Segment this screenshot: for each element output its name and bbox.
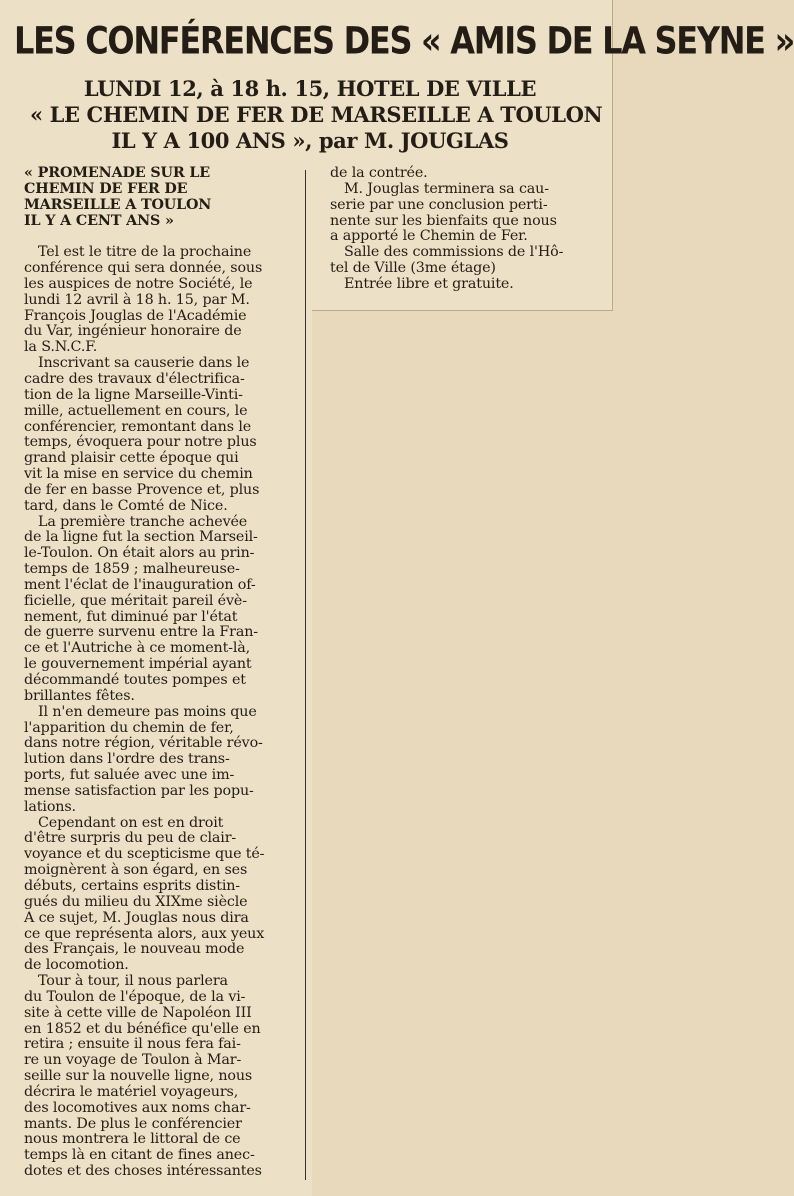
box-heading-line: CHEMIN DE FER DE — [24, 180, 188, 197]
article-line: du Var, ingénieur honoraire de — [24, 323, 242, 340]
article-line: de fer en basse Provence et, plus — [24, 481, 260, 498]
article-line: les auspices de notre Société, le — [24, 275, 253, 292]
article-line: Tour à tour, il nous parlera — [38, 973, 228, 990]
article-line: retira ; ensuite il nous fera fai- — [24, 1036, 241, 1053]
article-line: temps là en citant de fines anec- — [24, 1147, 255, 1164]
article-line: serie par une conclusion perti- — [330, 196, 548, 213]
article-line: nement, fut diminué par l'état — [24, 608, 238, 625]
article-line: ports, fut saluée avec une im- — [24, 767, 235, 784]
box-heading-line: « PROMENADE SUR LE — [24, 165, 211, 181]
article-line: de locomotion. — [24, 957, 129, 974]
article-line: nous montrera le littoral de ce — [24, 1131, 241, 1148]
article-line: des locomotives aux noms char- — [24, 1099, 251, 1116]
box-heading-line: IL Y A CENT ANS » — [24, 212, 174, 229]
article-line: temps, évoquera pour notre plus — [24, 434, 257, 451]
subheading-title: « LE CHEMIN DE FER DE MARSEILLE A TOULON — [30, 102, 603, 127]
article-line: décommandé toutes pompes et — [24, 672, 246, 688]
article-line: en 1852 et du bénéfice qu'elle en — [24, 1020, 261, 1037]
subheading-date-place: LUNDI 12, à 18 h. 15, HOTEL DE VILLE — [83, 76, 537, 101]
article-line: Inscrivant sa causerie dans le — [38, 355, 250, 372]
article-line: Il n'en demeure pas moins que — [38, 703, 257, 720]
article-line: gués du milieu du XIXme siècle — [24, 893, 248, 910]
article-line: Entrée libre et gratuite. — [344, 275, 514, 292]
right-column — [330, 166, 608, 293]
article-line: des Français, le nouveau mode — [24, 941, 245, 958]
article-line: site à cette ville de Napoléon III — [24, 1004, 252, 1021]
spacer — [24, 229, 306, 245]
article-line: seille sur la nouvelle ligne, nous — [24, 1068, 253, 1085]
article-line: tel de Ville (3me étage) — [330, 260, 496, 277]
article-line: ce et l'Autriche à ce moment-là, — [24, 640, 251, 657]
article-line: grand plaisir cette époque qui — [24, 450, 239, 467]
article-line: le-Toulon. On était alors au prin- — [24, 545, 255, 562]
article-line: lundi 12 avril à 18 h. 15, par M. — [24, 291, 250, 308]
article-line: dans notre région, véritable révo- — [24, 735, 263, 752]
article-line: Tel est le titre de la prochaine — [38, 244, 252, 261]
article-line: tard, dans le Comté de Nice. — [24, 497, 228, 514]
article-line: ment l'éclat de l'inauguration of- — [24, 576, 256, 593]
article-line: le gouvernement impérial ayant — [24, 656, 252, 673]
box-heading-line: MARSEILLE A TOULON — [24, 196, 212, 213]
article-line: A ce sujet, M. Jouglas nous dira — [24, 909, 249, 926]
article-line: décrira le matériel voyageurs, — [24, 1083, 239, 1100]
article-line: brillantes fêtes. — [24, 687, 135, 704]
article-line: nente sur les bienfaits que nous — [330, 212, 557, 229]
article-line: conférencier, remontant dans le — [24, 418, 252, 435]
article-line: ce que représenta alors, aux yeux — [24, 925, 265, 942]
article-line: d'être surpris du peu de clair- — [24, 830, 237, 847]
article-line: M. Jouglas terminera sa cau- — [344, 180, 549, 197]
subheading-speaker: IL Y A 100 ANS », par M. JOUGLAS — [111, 128, 509, 153]
article-line: lations. — [24, 798, 76, 815]
article-line: du Toulon de l'époque, de la vi- — [24, 988, 246, 1005]
article-line: Salle des commissions de l'Hô- — [344, 244, 564, 261]
article-line: ficielle, que méritait pareil évè- — [24, 592, 247, 609]
article-line: la S.N.C.F. — [24, 339, 98, 356]
article-line: mense satisfaction par les popu- — [24, 782, 254, 799]
article-line: mants. De plus le conférencier — [24, 1115, 242, 1132]
article-line: de guerre survenu entre la Fran- — [24, 624, 258, 641]
article-line: vit la mise en service du chemin — [24, 466, 253, 483]
article-line: conférence qui sera donnée, sous — [24, 260, 263, 277]
article-line: moignèrent à son égard, en ses — [24, 862, 248, 879]
article-line: temps de 1859 ; malheureuse- — [24, 561, 240, 578]
article-line: tion de la ligne Marseille-Vinti- — [24, 386, 243, 403]
article-line: mille, actuellement en cours, le — [24, 402, 248, 419]
article-line: François Jouglas de l'Académie — [24, 307, 247, 324]
left-column — [24, 166, 306, 1180]
article-line: dotes et des choses intéressantes — [24, 1163, 262, 1180]
article-line: re un voyage de Toulon à Mar- — [24, 1052, 242, 1069]
article-line: de la ligne fut la section Marseil- — [24, 529, 258, 546]
article-line: Cependant on est en droit — [38, 814, 224, 831]
article-line: l'apparition du chemin de fer, — [24, 719, 234, 736]
article-line: cadre des travaux d'électrifica- — [24, 370, 245, 387]
article-line: de la contrée. — [330, 165, 428, 181]
headline: LES CONFÉRENCES DES « AMIS DE LA SEYNE » — [14, 18, 794, 63]
article-line: voyance et du scepticisme que té- — [24, 846, 265, 863]
article-line: débuts, certains esprits distin- — [24, 877, 240, 894]
article-line: a apporté le Chemin de Fer. — [330, 228, 528, 245]
article-line: lution dans l'ordre des trans- — [24, 751, 230, 768]
article-line: La première tranche achevée — [38, 513, 248, 530]
